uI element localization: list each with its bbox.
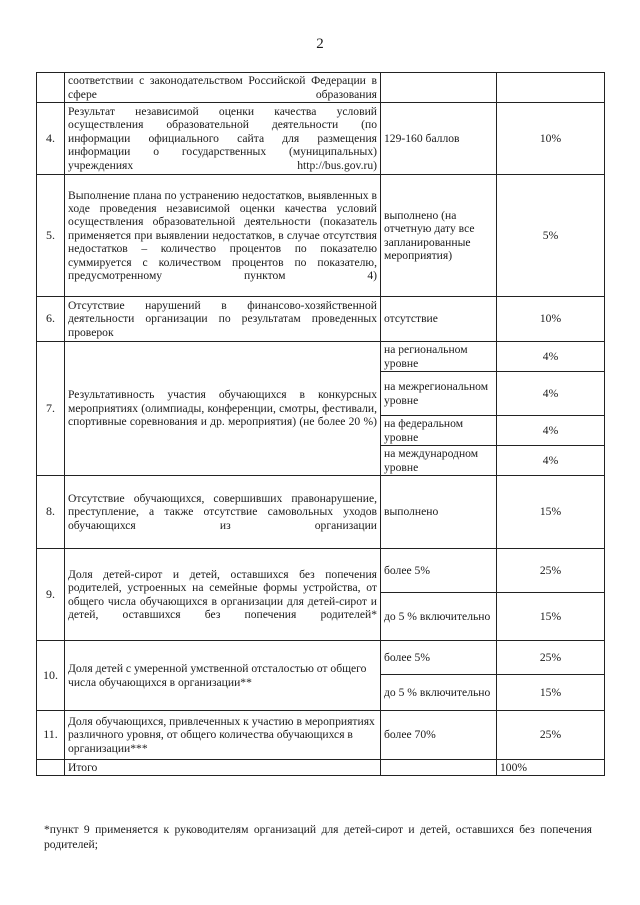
row-criterion: более 70% xyxy=(381,711,497,760)
row-weight: 4% xyxy=(497,342,605,372)
row-number: 10. xyxy=(37,641,65,711)
row-weight: 4% xyxy=(497,446,605,476)
row-criterion: отсутствие xyxy=(381,297,497,342)
row-number: 8. xyxy=(37,476,65,549)
row-number xyxy=(37,73,65,103)
row-weight: 25% xyxy=(497,711,605,760)
total-number-cell xyxy=(37,760,65,776)
row-weight: 4% xyxy=(497,372,605,416)
row-criterion xyxy=(381,73,497,103)
row-criterion: выполнено (на отчетную дату все запланированные мероприятия) xyxy=(381,175,497,297)
total-value: 100% xyxy=(497,760,605,776)
table-row xyxy=(37,175,605,297)
row-weight: 25% xyxy=(497,641,605,675)
row-weight: 15% xyxy=(497,593,605,641)
table-row xyxy=(37,342,605,372)
criteria-table xyxy=(36,72,605,776)
table-row xyxy=(37,476,605,549)
total-empty-cell xyxy=(381,760,497,776)
row-weight: 15% xyxy=(497,675,605,711)
table-row xyxy=(37,103,605,175)
row-weight: 15% xyxy=(497,476,605,549)
row-description: Доля детей с умеренной умственной отсталостью от общего числа обучающихся в организации** xyxy=(65,641,381,711)
row-criterion: 129-160 баллов xyxy=(381,103,497,175)
table-row xyxy=(37,711,605,760)
total-row xyxy=(37,760,605,776)
row-number: 5. xyxy=(37,175,65,297)
row-criterion: на региональном уровне xyxy=(381,342,497,372)
row-description: Доля детей-сирот и детей, оставшихся без попечения родителей, устроенных на семейные формы устройства, от общего числа обучающихся в организации для детей-сирот и детей, оставшихся без попечения родителей* xyxy=(65,549,381,641)
row-weight xyxy=(497,73,605,103)
page-number: 2 xyxy=(316,36,324,52)
row-number: 9. xyxy=(37,549,65,641)
row-description: Результат независимой оценки качества условий осуществления образовательной деятельности (по информации официального сайта для размещения информации о государственных (муниципальных) учреждениях http://bus.gov.ru) xyxy=(65,103,381,175)
row-description: Результативность участия обучающихся в конкурсных мероприятиях (олимпиады, конференции, смотры, фестивали, спортивные соревнования и др. мероприятия) (не более 20 %) xyxy=(65,342,381,476)
row-description: Отсутствие нарушений в финансово-хозяйственной деятельности организации по результатам проведенных проверок xyxy=(65,297,381,342)
row-number: 6. xyxy=(37,297,65,342)
row-weight: 4% xyxy=(497,416,605,446)
row-number: 7. xyxy=(37,342,65,476)
row-description: Доля обучающихся, привлеченных к участию в мероприятиях различного уровня, от общего количества обучающихся в организации*** xyxy=(65,711,381,760)
row-weight: 10% xyxy=(497,297,605,342)
table-row xyxy=(37,297,605,342)
table-row xyxy=(37,641,605,675)
row-description: Отсутствие обучающихся, совершивших правонарушение, преступление, а также отсутствие самовольных уходов обучающихся из организации xyxy=(65,476,381,549)
table-row xyxy=(37,549,605,593)
row-weight: 10% xyxy=(497,103,605,175)
row-description: соответствии с законодательством Российской Федерации в сфере образования xyxy=(65,73,381,103)
row-number: 11. xyxy=(37,711,65,760)
row-criterion: выполнено xyxy=(381,476,497,549)
row-criterion: на межрегиональном уровне xyxy=(381,372,497,416)
row-weight: 5% xyxy=(497,175,605,297)
footnote: *пункт 9 применяется к руководителям организаций для детей-сирот и детей, оставшихся без попечения родителей; xyxy=(44,823,592,851)
total-label: Итого xyxy=(65,760,381,776)
row-criterion: до 5 % включительно xyxy=(381,675,497,711)
row-criterion: более 5% xyxy=(381,549,497,593)
row-criterion: на международном уровне xyxy=(381,446,497,476)
row-weight: 25% xyxy=(497,549,605,593)
table-row xyxy=(37,73,605,103)
row-number: 4. xyxy=(37,103,65,175)
row-criterion: до 5 % включительно xyxy=(381,593,497,641)
row-criterion: более 5% xyxy=(381,641,497,675)
row-criterion: на федеральном уровне xyxy=(381,416,497,446)
row-description: Выполнение плана по устранению недостатков, выявленных в ходе проведения независимой оценки качества условий осуществления образовательной деятельности (показатель применяется при выявлении недостатков, в случае отсутствия недостатков – количество процентов по показателю суммируется с количеством процентов по показателю, предусмотренному пунктом 4) xyxy=(65,175,381,297)
